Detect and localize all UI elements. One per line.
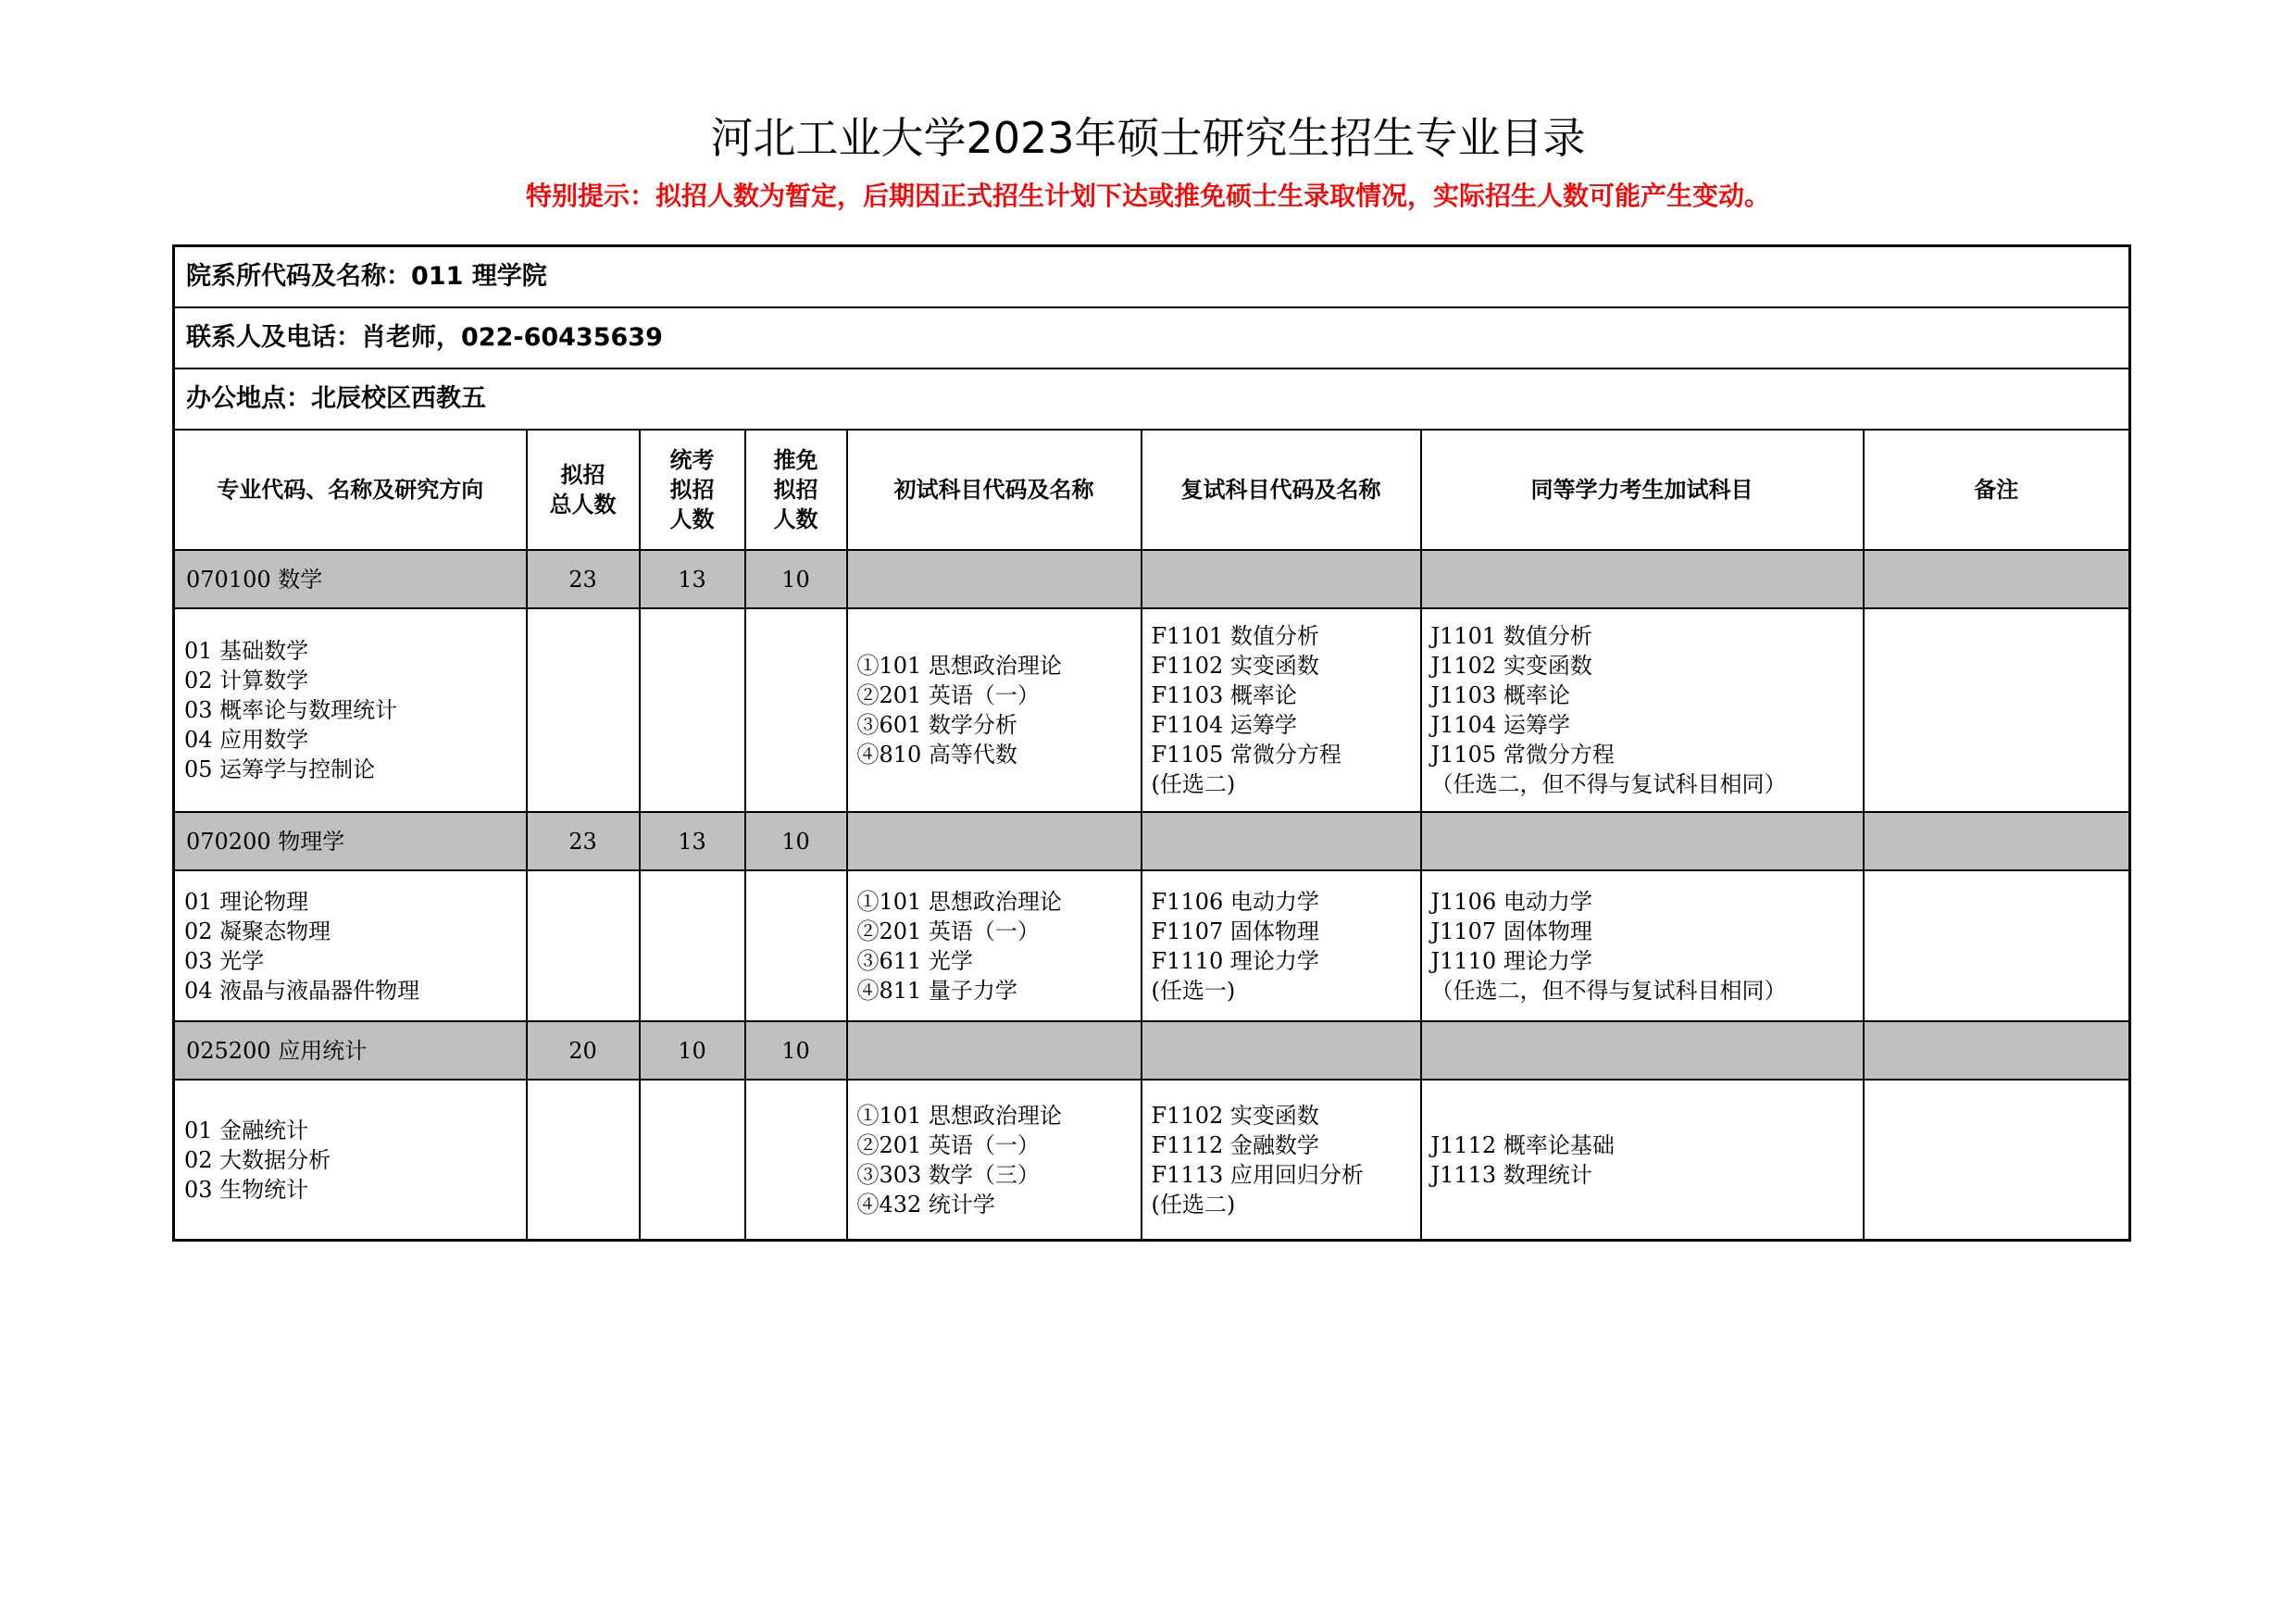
empty-cell xyxy=(847,550,1142,608)
header-total-line: 拟招 xyxy=(560,462,605,488)
empty-cell xyxy=(1864,550,2130,608)
retest-subject: F1105 常微分方程 xyxy=(1151,742,1341,768)
empty-cell xyxy=(745,870,847,1021)
major-name: 070200 物理学 xyxy=(174,812,527,870)
retest-subject: (任选一) xyxy=(1151,977,1236,1004)
header-exam xyxy=(640,430,745,550)
direction-item: 03 概率论与数理统计 xyxy=(184,697,398,723)
initial-subject: ②201 英语（一） xyxy=(856,682,1040,708)
office-row xyxy=(174,369,2130,430)
header-exam-line: 统考 xyxy=(669,447,715,473)
extra-subject: J1103 概率论 xyxy=(1430,682,1570,708)
contact-row xyxy=(174,307,2130,369)
header-extra: 同等学力考生加试科目 xyxy=(1421,430,1864,550)
page-title: 河北工业大学2023年硕士研究生招生专业目录 xyxy=(710,113,1586,163)
dept-info: 院系所代码及名称：011 理学院 xyxy=(174,246,2130,308)
retest-subjects-cell xyxy=(1142,870,1421,1021)
initial-subject: ②201 英语（一） xyxy=(856,918,1040,944)
office-info: 办公地点：北辰校区西教五 xyxy=(174,369,2130,430)
empty-cell xyxy=(1421,550,1864,608)
major-total: 23 xyxy=(527,550,640,608)
extra-subject: J1112 概率论基础 xyxy=(1430,1131,1615,1158)
directions-cell xyxy=(174,1080,527,1241)
extra-subject: J1102 实变函数 xyxy=(1430,653,1592,679)
extra-subject: J1107 固体物理 xyxy=(1430,918,1592,944)
remark-cell xyxy=(1864,870,2130,1021)
initial-subjects-cell xyxy=(847,608,1142,812)
direction-item: 02 计算数学 xyxy=(184,668,309,693)
direction-item: 03 生物统计 xyxy=(184,1176,309,1203)
initial-subject: ①101 思想政治理论 xyxy=(856,888,1062,915)
retest-subject: F1103 概率论 xyxy=(1151,682,1297,708)
retest-subject: F1106 电动力学 xyxy=(1151,888,1319,915)
empty-cell xyxy=(847,1021,1142,1080)
empty-cell xyxy=(1142,1021,1421,1080)
remark-cell xyxy=(1864,608,2130,812)
retest-subject: F1112 金融数学 xyxy=(1151,1131,1319,1158)
detail-row xyxy=(174,870,2130,1021)
major-rec: 10 xyxy=(745,1021,847,1080)
direction-item: 05 运筹学与控制论 xyxy=(184,756,376,782)
empty-cell xyxy=(1864,812,2130,870)
direction-item: 02 大数据分析 xyxy=(184,1146,331,1173)
extra-subject: J1101 数值分析 xyxy=(1430,623,1592,649)
empty-cell xyxy=(1864,1021,2130,1080)
remark-cell xyxy=(1864,1080,2130,1241)
header-rec-line: 人数 xyxy=(773,506,818,532)
header-initial: 初试科目代码及名称 xyxy=(847,430,1142,550)
initial-subject: ①101 思想政治理论 xyxy=(856,1102,1062,1129)
contact-info: 联系人及电话：肖老师，022-60435639 xyxy=(174,307,2130,369)
major-exam: 13 xyxy=(640,550,745,608)
extra-subject: J1105 常微分方程 xyxy=(1430,742,1615,768)
extra-subject: （任选二，但不得与复试科目相同） xyxy=(1430,771,1787,797)
empty-cell xyxy=(527,608,640,812)
major-exam: 10 xyxy=(640,1021,745,1080)
empty-cell xyxy=(527,870,640,1021)
header-rec-line: 拟招 xyxy=(773,477,818,503)
empty-cell xyxy=(1142,812,1421,870)
empty-cell xyxy=(1142,550,1421,608)
directions-cell xyxy=(174,608,527,812)
header-total-line: 总人数 xyxy=(549,492,617,518)
empty-cell xyxy=(1421,812,1864,870)
retest-subjects-cell xyxy=(1142,1080,1421,1241)
empty-cell xyxy=(640,608,745,812)
extra-subjects-cell xyxy=(1421,608,1864,812)
initial-subject: ②201 英语（一） xyxy=(856,1131,1040,1158)
extra-subject: J1104 运筹学 xyxy=(1430,712,1570,738)
initial-subjects-cell xyxy=(847,870,1142,1021)
header-exam-line: 拟招 xyxy=(669,477,715,503)
catalog-table xyxy=(172,244,2131,1242)
major-exam: 13 xyxy=(640,812,745,870)
header-row xyxy=(174,430,2130,550)
dept-row xyxy=(174,246,2130,308)
header-total xyxy=(527,430,640,550)
empty-cell xyxy=(640,1080,745,1241)
major-total: 20 xyxy=(527,1021,640,1080)
major-total: 23 xyxy=(527,812,640,870)
header-rec xyxy=(745,430,847,550)
retest-subject: (任选二) xyxy=(1151,771,1236,797)
retest-subject: F1110 理论力学 xyxy=(1151,947,1319,974)
direction-item: 03 光学 xyxy=(184,947,265,974)
extra-subjects-cell xyxy=(1421,870,1864,1021)
empty-cell xyxy=(640,870,745,1021)
retest-subject: F1113 应用回归分析 xyxy=(1151,1161,1364,1188)
detail-row xyxy=(174,1080,2130,1241)
header-major: 专业代码、名称及研究方向 xyxy=(174,430,527,550)
initial-subject: ④811 量子力学 xyxy=(856,977,1017,1004)
extra-subject: J1110 理论力学 xyxy=(1430,947,1592,974)
initial-subject: ④432 统计学 xyxy=(856,1191,995,1218)
initial-subjects-cell xyxy=(847,1080,1142,1241)
header-exam-line: 人数 xyxy=(669,506,715,532)
direction-item: 01 金融统计 xyxy=(184,1117,309,1143)
detail-row xyxy=(174,608,2130,812)
retest-subject: F1102 实变函数 xyxy=(1151,1102,1319,1129)
initial-subject: ①101 思想政治理论 xyxy=(856,653,1062,679)
empty-cell xyxy=(745,1080,847,1241)
directions-cell xyxy=(174,870,527,1021)
major-name: 070100 数学 xyxy=(174,550,527,608)
retest-subject: F1107 固体物理 xyxy=(1151,918,1319,944)
header-rec-line: 推免 xyxy=(773,447,818,473)
special-notice: 特别提示：拟招人数为暂定，后期因正式招生计划下达或推免硕士生录取情况，实际招生人数可能产生变动。 xyxy=(525,181,1770,211)
major-row xyxy=(174,812,2130,870)
direction-item: 01 基础数学 xyxy=(184,638,309,664)
retest-subject: (任选二) xyxy=(1151,1191,1236,1218)
retest-subject: F1102 实变函数 xyxy=(1151,653,1319,679)
direction-item: 04 应用数学 xyxy=(184,727,309,753)
major-rec: 10 xyxy=(745,550,847,608)
direction-item: 01 理论物理 xyxy=(184,888,309,915)
retest-subject: F1104 运筹学 xyxy=(1151,712,1297,738)
initial-subject: ③303 数学（三） xyxy=(856,1161,1040,1188)
direction-item: 04 液晶与液晶器件物理 xyxy=(184,977,420,1004)
extra-subject: （任选二，但不得与复试科目相同） xyxy=(1430,977,1787,1004)
major-rec: 10 xyxy=(745,812,847,870)
empty-cell xyxy=(527,1080,640,1241)
initial-subject: ③601 数学分析 xyxy=(856,712,1017,738)
header-remark: 备注 xyxy=(1864,430,2130,550)
major-row xyxy=(174,550,2130,608)
header-retest: 复试科目代码及名称 xyxy=(1142,430,1421,550)
empty-cell xyxy=(745,608,847,812)
extra-subject: J1106 电动力学 xyxy=(1430,888,1592,915)
major-row xyxy=(174,1021,2130,1080)
major-name: 025200 应用统计 xyxy=(174,1021,527,1080)
extra-subjects-cell xyxy=(1421,1080,1864,1241)
extra-subject: J1113 数理统计 xyxy=(1430,1161,1592,1188)
empty-cell xyxy=(847,812,1142,870)
retest-subject: F1101 数值分析 xyxy=(1151,623,1319,649)
initial-subject: ④810 高等代数 xyxy=(856,742,1017,768)
empty-cell xyxy=(1421,1021,1864,1080)
retest-subjects-cell xyxy=(1142,608,1421,812)
initial-subject: ③611 光学 xyxy=(856,947,973,974)
direction-item: 02 凝聚态物理 xyxy=(184,918,331,944)
